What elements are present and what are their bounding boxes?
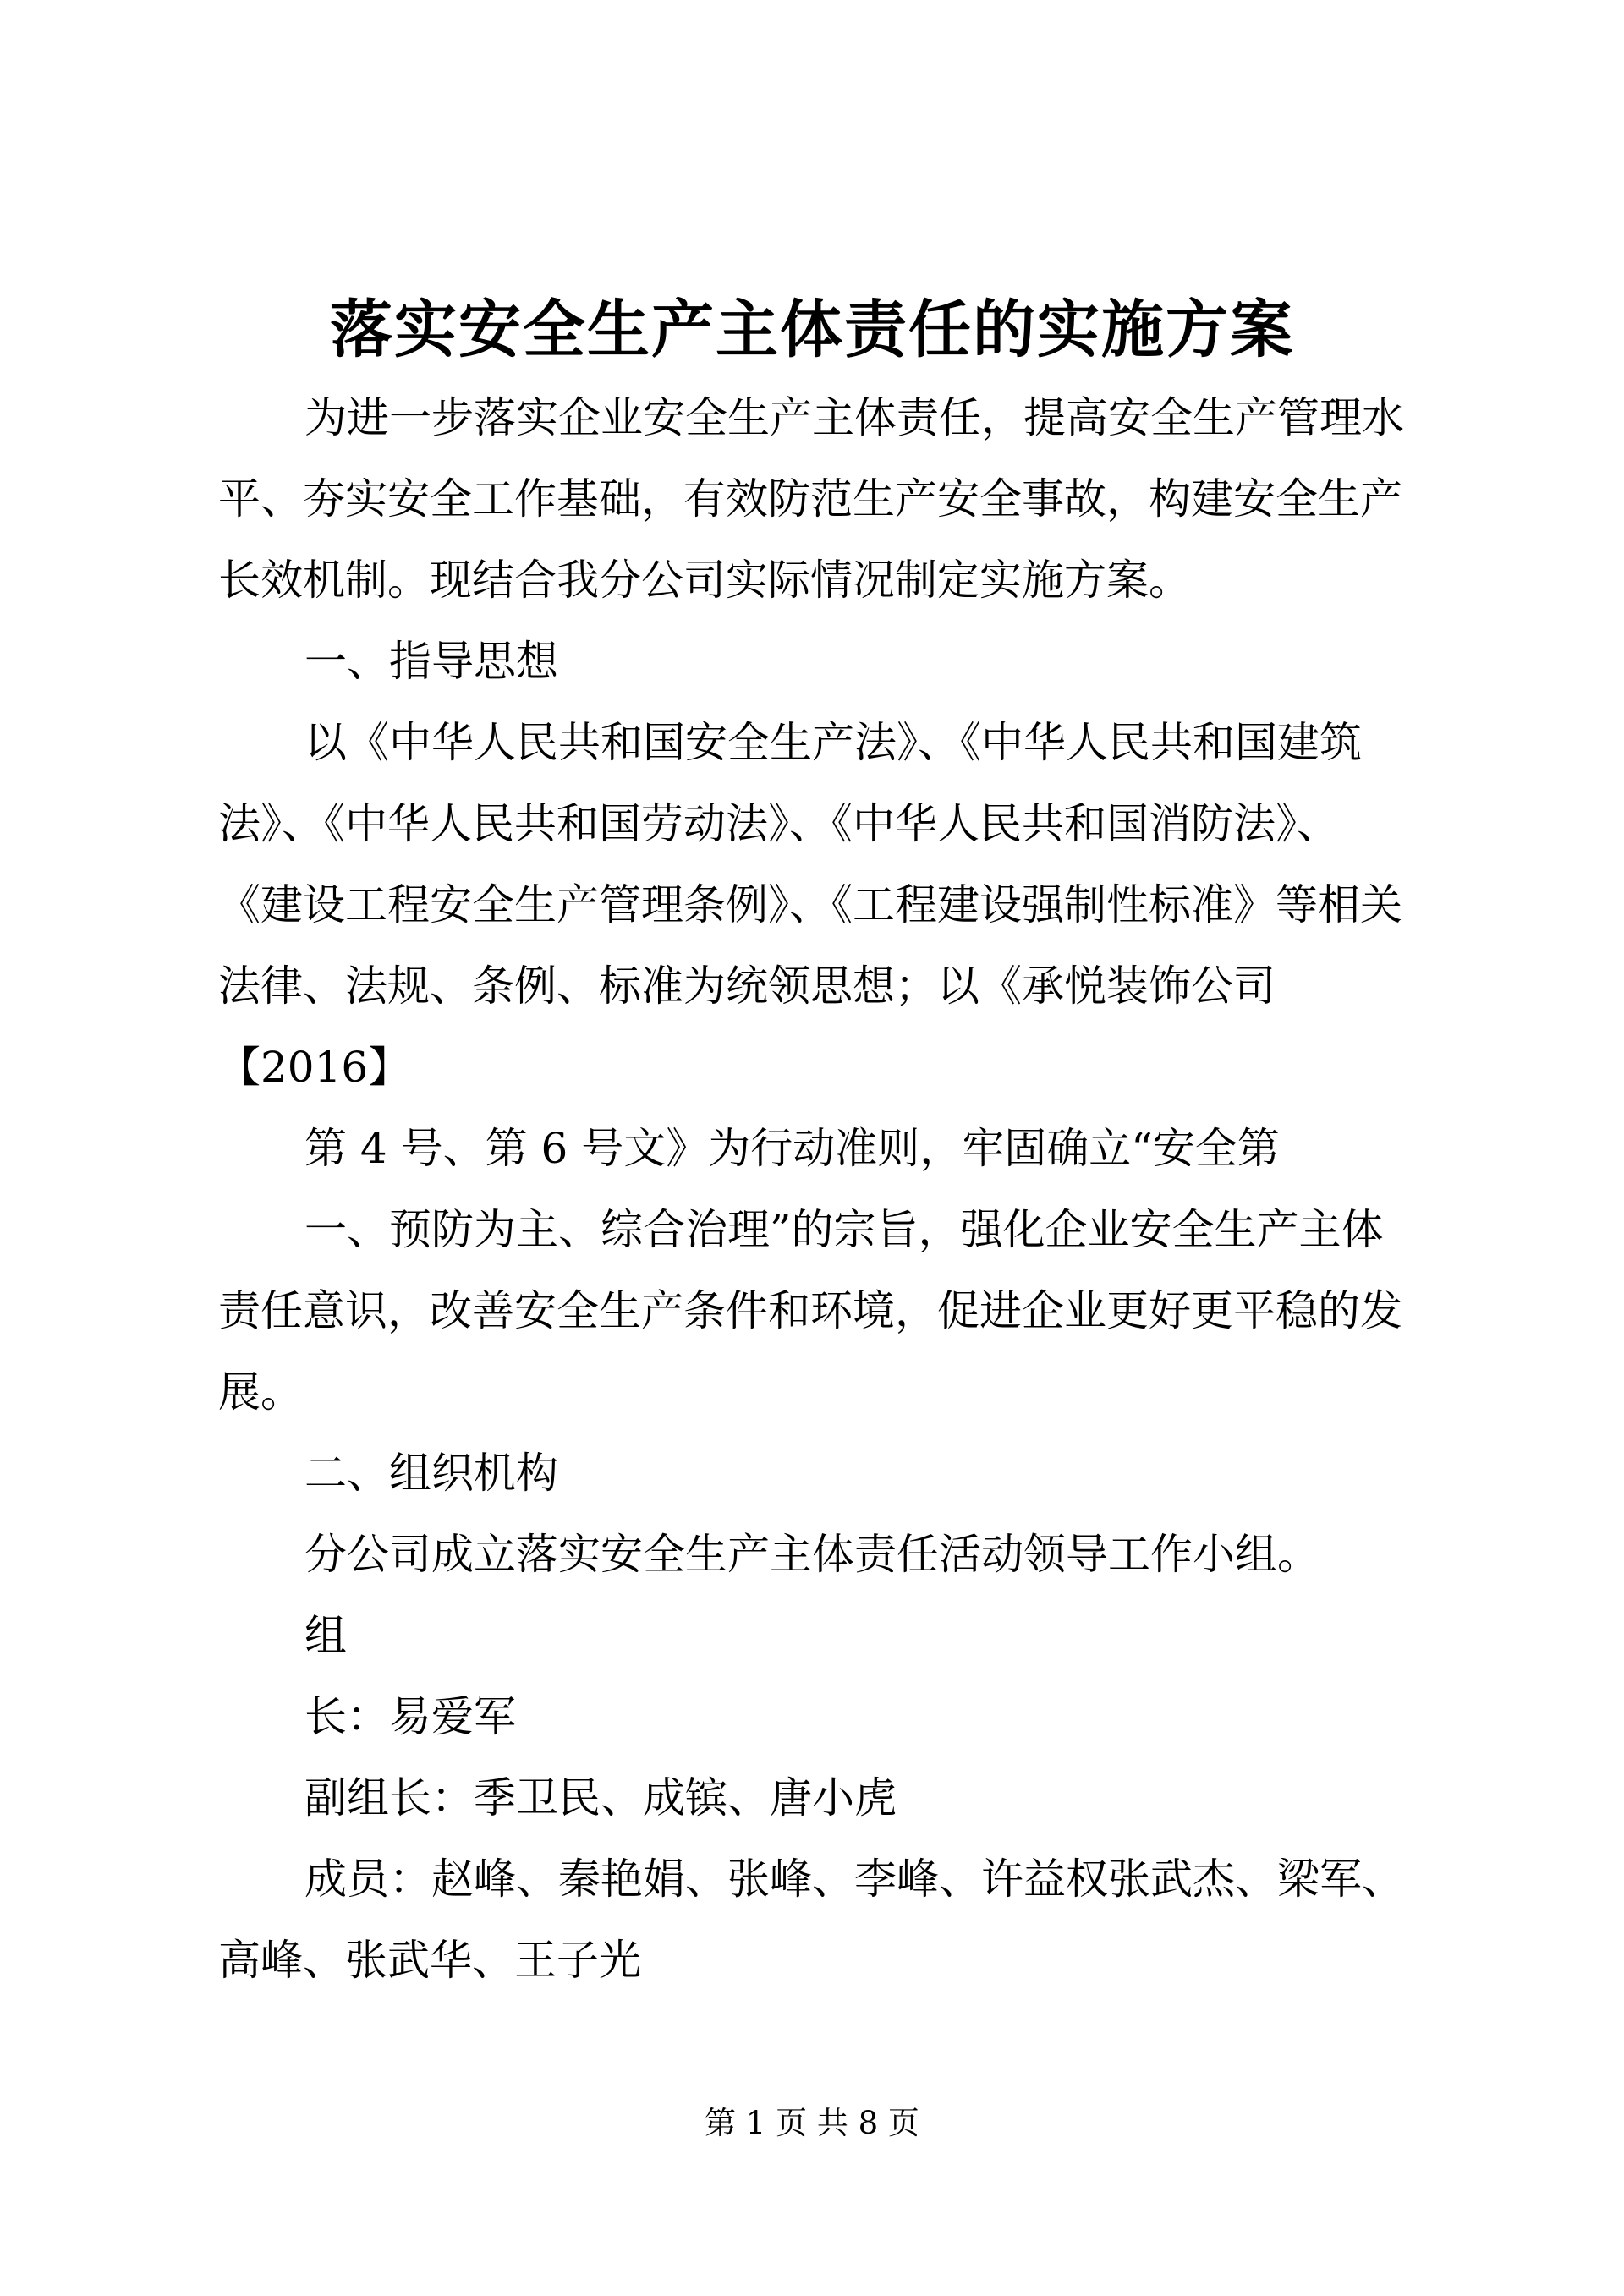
paragraph-line: 法律、法规、条例、标准为统领思想；以《承悦装饰公司: [218, 962, 1276, 1011]
paragraph-line: 第 4 号、第 6 号文》为行动准则，牢固确立“安全第: [304, 1124, 1280, 1173]
paragraph-line: 平、夯实安全工作基础，有效防范生产安全事故，构建安全生产: [218, 474, 1402, 523]
section-heading: 一、指导思想: [304, 637, 558, 686]
page-footer: 第 1 页 共 8 页: [705, 2105, 919, 2141]
paragraph-line: 成员：赵峰、秦艳娟、张峰、李峰、许益权张武杰、梁军、: [304, 1855, 1404, 1904]
paragraph-line: 分公司成立落实安全生产主体责任活动领导工作小组。: [304, 1530, 1320, 1579]
document-title: 落实安全生产主体责任的实施方案: [330, 293, 1294, 366]
paragraph-line: 《建设工程安全生产管理条例》、《工程建设强制性标准》等相关: [218, 880, 1402, 929]
paragraph-line: 【2016】: [218, 1043, 411, 1092]
section-heading: 二、组织机构: [304, 1449, 558, 1498]
paragraph-line: 组: [304, 1611, 347, 1660]
paragraph-line: 长：易爱军: [304, 1692, 516, 1741]
paragraph-line: 法》、《中华人民共和国劳动法》、《中华人民共和国消防法》、: [218, 799, 1339, 848]
paragraph-line: 以《中华人民共和国安全生产法》、《中华人民共和国建筑: [304, 718, 1362, 767]
paragraph-line: 展。: [218, 1367, 303, 1417]
paragraph-line: 责任意识，改善安全生产条件和环境，促进企业更好更平稳的发: [218, 1286, 1402, 1335]
paragraph-line: 副组长：季卫民、成镔、唐小虎: [304, 1773, 897, 1822]
paragraph-line: 一、预防为主、综合治理”的宗旨，强化企业安全生产主体: [304, 1205, 1384, 1254]
paragraph-line: 高峰、张武华、王子光: [218, 1936, 641, 1985]
paragraph-line: 为进一步落实企业安全生产主体责任，提高安全生产管理水: [304, 393, 1404, 442]
paragraph-line: 长效机制。现结合我分公司实际情况制定实施方案。: [218, 556, 1191, 605]
